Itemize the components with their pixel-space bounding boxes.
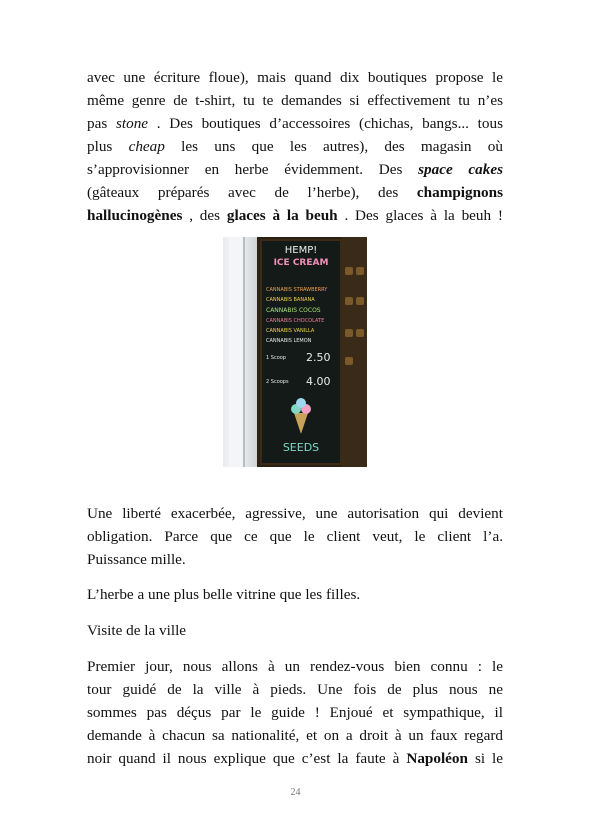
photo-jar	[356, 267, 364, 275]
board-price: 2.50	[306, 351, 331, 364]
paragraph-3	[87, 583, 503, 606]
paragraph-1	[87, 66, 503, 227]
emphasis-napoleon: Napoléon	[406, 750, 468, 767]
ice-cream-cone-icon	[286, 397, 316, 435]
emphasis-space-cakes: space cakes	[418, 161, 503, 178]
text-line: Puissance mille.	[87, 551, 186, 568]
photo-jar	[356, 329, 364, 337]
chalkboard	[260, 239, 342, 465]
text-line: même genre de t-shirt, tu te demandes si effectivement tu n’es	[87, 92, 503, 109]
emphasis-cheap: cheap	[128, 138, 165, 155]
paragraph-2	[87, 502, 503, 571]
paragraph-4	[87, 655, 503, 770]
board-brand: SEEDS	[282, 441, 320, 454]
photo-jar	[345, 329, 353, 337]
page-number: 24	[290, 787, 301, 798]
text-line: (gâteaux préparés avec de l’herbe), des champignons	[87, 184, 503, 201]
board-flavor: CANNABIS LEMON	[266, 338, 312, 344]
board-flavor: CANNABIS COCOS	[266, 307, 321, 314]
board-flavor: CANNABIS CHOCOLATE	[266, 318, 325, 324]
emphasis-champignons: champignons	[416, 184, 503, 201]
section-heading: Visite de la ville	[87, 622, 187, 639]
text-line: Une liberté exacerbée, agressive, une autorisation qui devient	[87, 505, 503, 522]
emphasis-glaces: glaces à la beuh	[226, 207, 338, 224]
text-line: plus cheap les uns que les autres), des magasin où	[87, 138, 503, 155]
board-title-hemp: HEMP!	[284, 245, 318, 256]
text-line: pas stone . Des boutiques d’accessoires (chichas, bangs... tous	[87, 115, 504, 132]
board-price: 4.00	[306, 375, 331, 388]
text-line: Premier jour, nous allons à un rendez-vous bien connu : le	[87, 658, 503, 675]
text-line: noir quand il nous explique que c’est la faute à Napoléon si le	[87, 750, 503, 767]
text-line: avec une écriture floue), mais quand dix boutiques propose le	[87, 69, 503, 86]
text-line: hallucinogènes , des glaces à la beuh . Des glaces à la beuh !	[87, 207, 503, 224]
photo-jar	[345, 297, 353, 305]
board-flavor: CANNABIS VANILLA	[266, 328, 315, 334]
board-flavor: CANNABIS STRAWBERRY	[266, 287, 328, 293]
text-line: tour guidé de la ville à pieds. Une fois de plus nous ne	[87, 681, 503, 698]
board-price-label: 2 Scoops	[266, 379, 289, 385]
photo-door	[229, 237, 245, 467]
text-line: s’approvisionner en herbe évidemment. Des space cakes	[87, 161, 503, 178]
text-line: sommes pas déçus par le guide ! Enjoué et sympathique, il	[87, 704, 503, 721]
photo-jar	[356, 297, 364, 305]
emphasis-hallucinogenes: hallucinogènes	[87, 207, 183, 224]
text-line: obligation. Parce que ce que le client veut, le client l’a.	[87, 528, 503, 545]
text-line: L’herbe a une plus belle vitrine que les filles.	[87, 586, 361, 603]
text-line: demande à chacun sa nationalité, et on a droit à un faux regard	[87, 727, 503, 744]
emphasis-stone: stone	[115, 115, 149, 132]
photo-jar	[345, 267, 353, 275]
board-price-label: 1 Scoop	[266, 355, 286, 361]
photo-jar	[345, 357, 353, 365]
board-title-icecream: ICE CREAM	[273, 258, 329, 268]
board-flavor: CANNABIS BANANA	[266, 297, 315, 303]
ice-cream-chalkboard-photo	[223, 237, 367, 467]
